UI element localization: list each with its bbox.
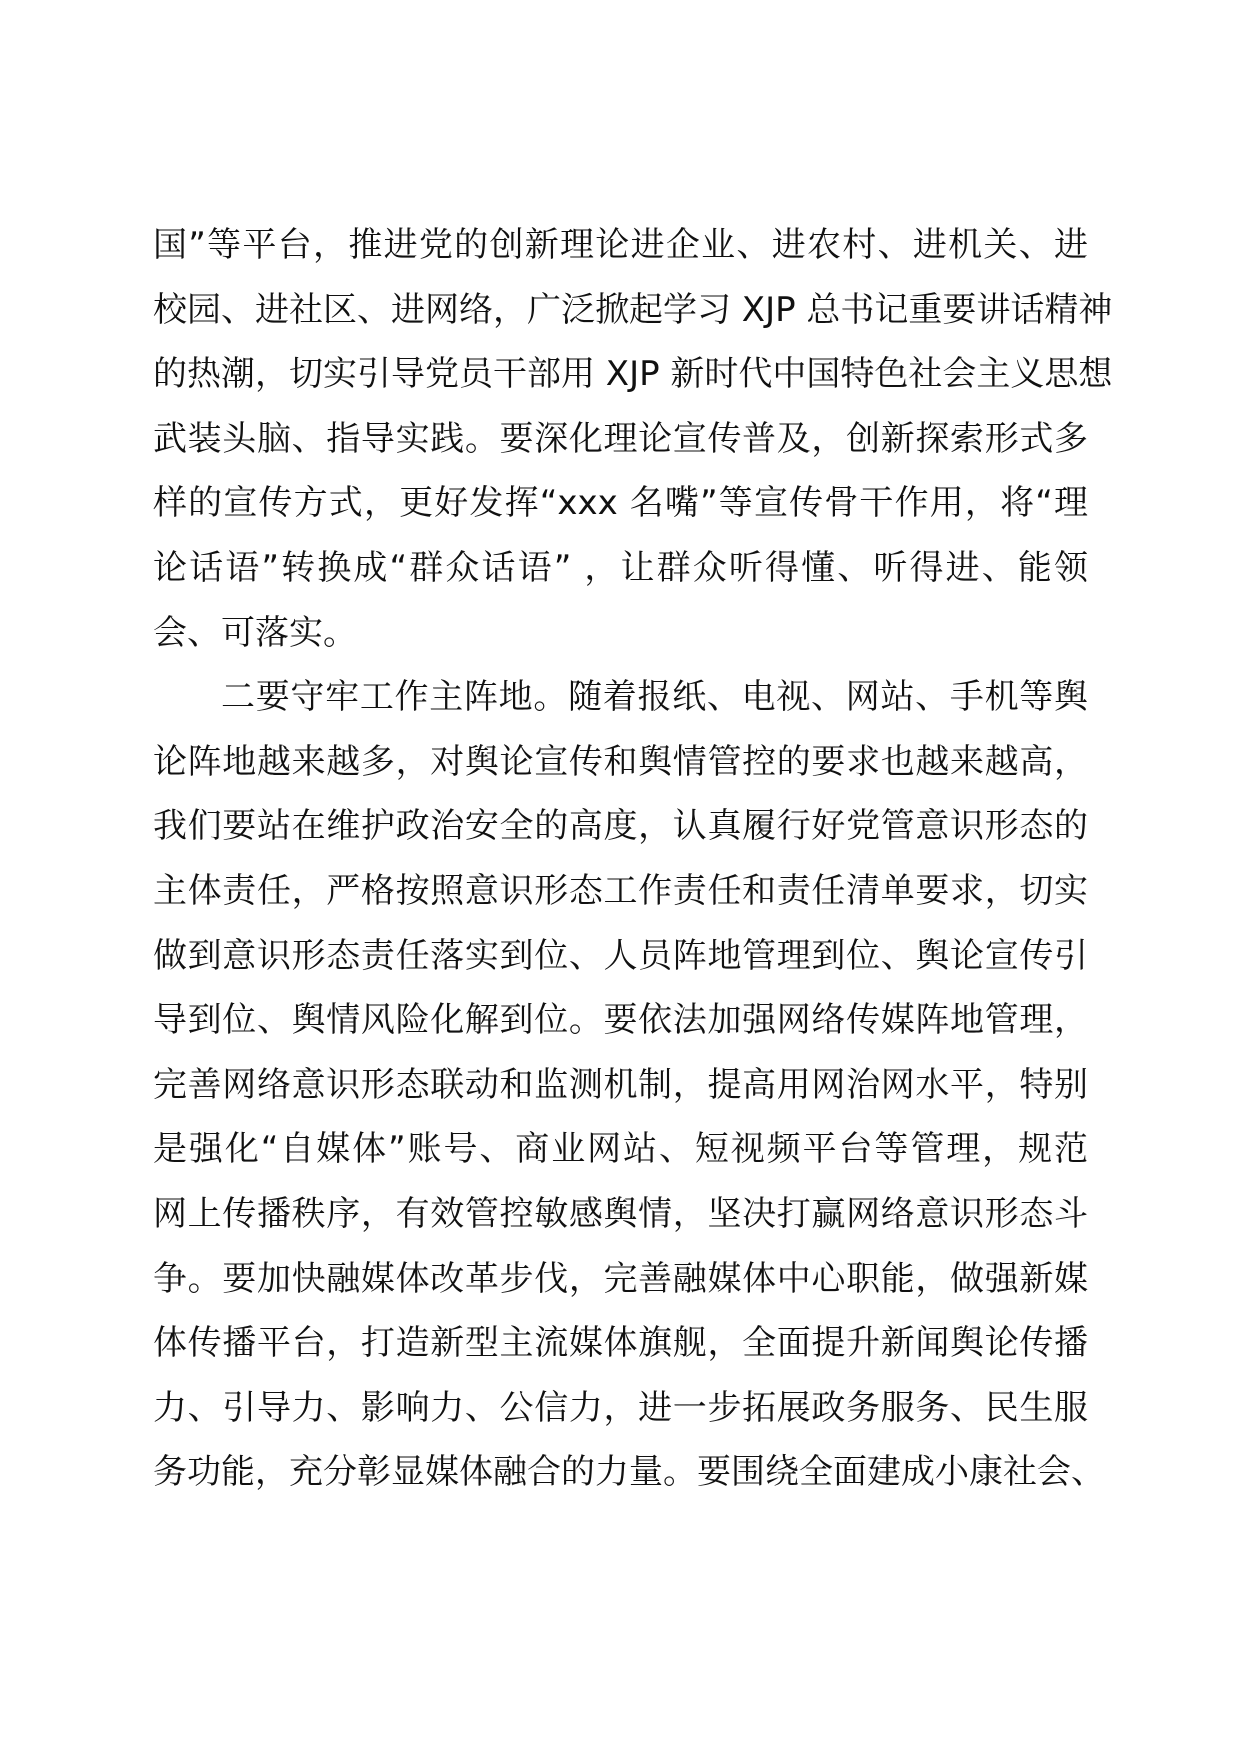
text-line: 国”等平台，推进党的创新理论进企业、进农村、进机关、进 <box>153 225 1088 265</box>
text-line: 争。要加快融媒体改革步伐，完善融媒体中心职能，做强新媒 <box>153 1258 1088 1299</box>
text-line: 主体责任，严格按照意识形态工作责任和责任清单要求，切实 <box>153 870 1088 911</box>
text-line: 做到意识形态责任落实到位、人员阵地管理到位、舆论宣传引 <box>153 935 1088 976</box>
text-line: 完善网络意识形态联动和监测机制，提高用网治网水平，特别 <box>153 1064 1088 1105</box>
text-line: 样的宣传方式，更好发挥“xxx 名嘴”等宣传骨干作用，将“理 <box>153 483 1088 524</box>
text-line: 务功能，充分彰显媒体融合的力量。要围绕全面建成小康社会、 <box>153 1452 1105 1493</box>
text-line: 网上传播秩序，有效管控敏感舆情，坚决打赢网络意识形态斗 <box>153 1193 1088 1234</box>
paragraph <box>153 665 1105 1505</box>
text-line: 体传播平台，打造新型主流媒体旗舰，全面提升新闻舆论传播 <box>153 1323 1088 1364</box>
text-line: 二要守牢工作主阵地。随着报纸、电视、网站、手机等舆 <box>221 677 1088 718</box>
text-line: 我们要站在维护政治安全的高度，认真履行好党管意识形态的 <box>153 806 1088 847</box>
text-line: 武装头脑、指导实践。要深化理论宣传普及，创新探索形式多 <box>153 418 1088 459</box>
text-line: 力、引导力、影响力、公信力，进一步拓展政务服务、民生服 <box>153 1387 1088 1428</box>
text-line: 是强化“自媒体”账号、商业网站、短视频平台等管理，规范 <box>153 1129 1088 1170</box>
text-line: 论话语”转换成“群众话语” ，让群众听得懂、听得进、能领 <box>153 547 1088 588</box>
body-text <box>153 213 1113 1505</box>
text-line: 会、可落实。 <box>153 612 357 653</box>
text-line: 的热潮，切实引导党员干部用 XJP 新时代中国特色社会主义思想 <box>153 354 1113 395</box>
text-line: 论阵地越来越多，对舆论宣传和舆情管控的要求也越来越高， <box>153 741 1088 782</box>
paragraph <box>153 213 1113 665</box>
text-line: 校园、进社区、进网络，广泛掀起学习 XJP 总书记重要讲话精神 <box>153 289 1113 330</box>
text-line: 导到位、舆情风险化解到位。要依法加强网络传媒阵地管理， <box>153 1000 1088 1041</box>
